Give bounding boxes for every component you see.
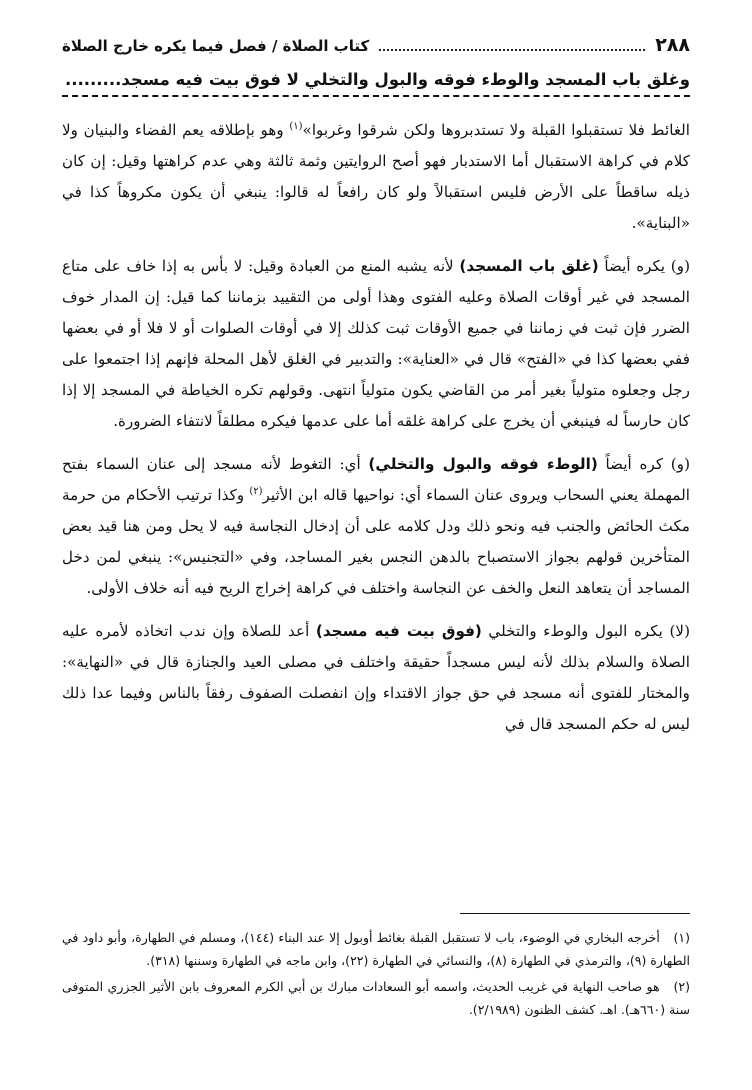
footnote-item: [62, 926, 690, 972]
footnote-number: (١): [673, 930, 691, 945]
commentary-text: الغائط فلا تستقبلوا القبلة ولا تستدبروها ولكن شرقوا وغربوا»: [302, 121, 690, 139]
matn-quote: (الوطء فوقه والبول والتخلي): [368, 455, 598, 473]
footnote-number: (٢): [673, 979, 690, 994]
commentary-body: [62, 115, 690, 740]
commentary-text: (و) يكره أيضاً: [598, 257, 690, 275]
footnote-reference[interactable]: (١): [289, 120, 303, 132]
header-dotted-leader: [379, 49, 645, 51]
footnote-reference[interactable]: (٢): [249, 485, 263, 497]
commentary-text: لأنه يشبه المنع من العبادة وقيل: لا بأس به إذا خاف على متاع المسجد في غير أوقات الصلاة وعليه الفتوى وهذا أولى من التقييد بزماننا كما قيل: إن المدار خوف الضرر فإن ثبت في زماننا في جميع الأوقات ثبت كذلك إلا في أوقات الصلوات أو لا فلا أو في بعضها ففي بعضها كذا في «الفتح» قال في «العناية»: والتدبير في الغلق لأهل المحلة فإنهم إذا اجتمعوا على رجل وجعلوه متولياً بغير أمر من القاضي يكون متولياً انتهى. وقولهم تكره الخياطة في المسجد إلا إذا كان حارساً له فينبغي أن يخرج على كراهة غلقه أما على عدمها فيكره مطلقاً لانتفاء الضرورة.: [62, 257, 690, 430]
verse-dashed-divider: [62, 95, 690, 97]
chapter-title: كتاب الصلاة / فصل فيما يكره خارج الصلاة: [62, 37, 370, 55]
matn-quote: (فوق بيت فيه مسجد): [315, 622, 482, 640]
commentary-paragraph: [62, 251, 690, 437]
matn-quote: (غلق باب المسجد): [459, 257, 599, 275]
commentary-text: وكذا ترتيب الأحكام من حرمة مكث الحائض والجنب فيه ونحو ذلك ودل كلامه على أن إدخال النجاسة فيه لا يحل ومن هنا قيد بعض المتأخرين قولهم بجواز الاستصباح بالدهن النجس بغير المساجد، وفي «التجنيس»: ينبغي لمن دخل المساجد أن يتعاهد النعل والخف عن النجاسة واختلف في كراهة إخراج الريح فيه أنه خلاف الأولى.: [62, 486, 690, 597]
commentary-text: أي: التغوط لأنه مسجد إلى عنان السماء بفتح المهملة يعني السحاب ويروى عنان السماء أي: نواحيها قاله ابن الأثير: [62, 455, 690, 504]
commentary-paragraph: [62, 115, 690, 239]
commentary-text: وهو بإطلاقه يعم الفضاء والبنيان ولا كلام في كراهة الاستقبال أما الاستدبار فهو أصح الروايتين وثمة ثالثة وهي عدم كراهتها وقيل: إن كان ذيله ساقطاً على الأرض فليس استقبالاً ولو كان رافعاً له قالوا: ينبغي أن يكون مكروهاً كذا في «البناية».: [62, 121, 690, 232]
footnote-text: هو صاحب النهاية في غريب الحديث، واسمه أبو السعادات مبارك بن أبي الكرم المعروف بابن الأثير الجزري المتوفى سنة (٦٦٠هـ). اهـ. كشف الظنون (٢/١٩٨٩).: [62, 979, 690, 1017]
commentary-paragraph: [62, 449, 690, 604]
page-number: ٢٨٨: [655, 34, 690, 56]
footnote-item: [62, 975, 690, 1021]
running-header: [62, 34, 690, 58]
footnotes: [62, 926, 690, 1021]
commentary-text: أعد للصلاة وإن ندب اتخاذه لأمره عليه الصلاة والسلام بذلك لأنه ليس مسجداً حقيقة واختلف في مصلى العيد والجنازة قال في «النهاية»: والمختار للفتوى أنه مسجد في حق جواز الاقتداء وإن انفصلت الصفوف رفقاً بالناس وفيما عدا ذلك ليس له حكم المسجد قال في: [62, 622, 690, 733]
commentary-text: (و) كره أيضاً: [597, 455, 690, 473]
footnote-separator: [460, 913, 690, 914]
footnote-text: أخرجه البخاري في الوضوء، باب لا تستقبل القبلة بغائط أوبول إلا عند البناء (١٤٤)، ومسلم في الطهارة، وأبو داود في الطهارة (٩)، والترمذي في الطهارة (٨)، والنسائي في الطهارة (٢٢)، وابن ماجه في الطهارة وسننها (٣١٨).: [62, 930, 690, 968]
matn-verse-line: وغلق باب المسجد والوطء فوقه والبول والتخلي لا فوق بيت فيه مسجد.........: [64, 70, 690, 89]
commentary-paragraph: [62, 616, 690, 740]
commentary-text: (لا) يكره البول والوطء والتخلي: [481, 622, 690, 640]
